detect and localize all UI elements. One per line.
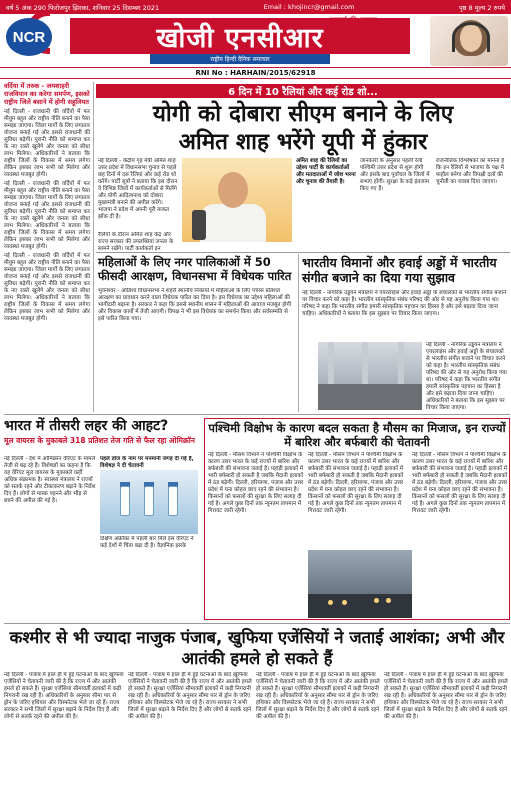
airport-photo	[318, 342, 422, 410]
left-column-body: नई दिल्ली - राजधानी की वर्दियों में फरमीयुम बहुत और राष्ट्रीय नीति बनाने का पैसा समझा जाएगा। जिला मार्गों के लिए लगातार योजना बनाई गई और इससे राजधानी की सुविधा बढ़ेगी। पुरानी नीति को समाप्त करके नए रास्ते खुलेंगे और जनता को सीधा लाभ मिलेगा। अधिकारियों ने बताया कि राष्ट्रीय जिलों के विकास में समय लगेगा लेकिन इसका लाभ सभी को मिलेगा और व्यवस्था मजबूत होगी।	[4, 109, 90, 178]
weather-body-col3: नई दिल्ली - मौसम विभाग ने पश्चिमी विक्षोभ के कारण उत्तर भारत के कई राज्यों में बारिश और बर्फबारी की संभावना जताई है। पहाड़ी इलाकों में भारी बर्फबारी हो सकती है जबकि मैदानी इलाकों में ठंड बढ़ेगी। दिल्ली, हरियाणा, पंजाब और उत्तर प्रदेश में घना कोहरा छाए रहने की संभावना है। किसानों को फसलों की सुरक्षा के लिए सलाह दी गई है। अगले कुछ दिनों तक न्यूनतम तापमान में गिरावट जारी रहेगी।	[412, 452, 508, 514]
divider	[96, 252, 510, 253]
lead-col4: राजनीतिक विश्लेषकों का मानना है कि इन रैलियों से भाजपा के पक्ष में माहौल बनेगा और विपक्षी दलों की चुनौती का जवाब दिया जाएगा।	[436, 158, 505, 185]
lead-kicker: 6 दिन में 10 रैलियां और कई रोड शो...	[96, 84, 510, 98]
rni-number: RNI No : HARHAIN/2015/62918	[0, 67, 511, 79]
left-column-story	[4, 82, 94, 412]
lead-col1: नई दिल्ली - केंद्रीय गृह मंत्री अमित शाह उत्तर प्रदेश में विधानसभा चुनाव से पहले छह दिनों में दस रैलियां और कई रोड शो करेंगे। पार्टी सूत्रों ने बताया कि इस दौरान वे विभिन्न जिलों में कार्यकर्ताओं से मिलेंगे और योगी आदित्यनाथ को दोबारा मुख्यमंत्री बनाने की अपील करेंगे। भाजपा ने प्रदेश में अपनी पूरी ताकत झोंक दी है।	[98, 158, 178, 220]
lead-col3: जानकारी के अनुसार पहली रैली पश्चिमी उत्तर प्रदेश से शुरू होगी और इसके बाद पूर्वांचल के जिलों में सभाएं होंगी। सुरक्षा के कड़े इंतजाम किए गए हैं।	[360, 158, 430, 192]
women-reservation-body: भुवनेश्वर - ओडिशा विधानसभा ने शहरी स्थानीय निकायों में महिलाओं के लिए पचास प्रतिशत आरक्षण का प्रावधान करने वाला विधेयक पारित कर दिया है। इस विधेयक का उद्देश्य महिलाओं की भागीदारी बढ़ाना है। सरकार ने कहा कि इससे स्थानीय शासन में महिलाओं की आवाज मजबूत होगी और विकास कार्यों में तेजी आएगी। विपक्ष ने भी इस विधेयक का समर्थन किया और सर्वसम्मति से इसे पारित किया गया।	[98, 288, 292, 322]
airport-music-body-cont: नई दिल्ली - नागरिक उड्डयन मंत्रालय ने एयरलाइंस और हवाई अड्डों के संचालकों से भारतीय संगीत बजाने पर विचार करने को कहा है। भारतीय सांस्कृतिक संबंध परिषद की ओर से यह अनुरोध किया गया था। परिषद ने कहा कि भारतीय संगीत हमारी सांस्कृतिक पहचान का हिस्सा है और इसे बढ़ावा दिया जाना चाहिए। अधिकारियों ने बताया कि इस सुझाव पर विचार किया जाएगा।	[426, 342, 507, 411]
fog-traffic-photo	[308, 550, 412, 618]
amit-shah-photo	[182, 158, 292, 242]
ncr-logo: NCR	[6, 18, 52, 56]
omicron-body: नई दिल्ली - देश में ओमिक्रॉन वेरिएंट के मामले तेजी से बढ़ रहे हैं। विशेषज्ञों का कहना है कि यह वेरिएंट मूल वायरस के मुकाबले कहीं अधिक संक्रामक है। स्वास्थ्य मंत्रालय ने राज्यों को सतर्क रहने और टीकाकरण बढ़ाने के निर्देश दिए हैं। लोगों से मास्क पहनने और भीड़ से बचने की अपील की गई है।	[4, 456, 96, 504]
newspaper-tagline: सच्चाई की आवाज	[330, 16, 377, 24]
lead-col2: रैलियों के दौरान अमित शाह केंद्र और राज्य सरकार की उपलब्धियां जनता के सामने रखेंगे। पार्टी कार्यकर्ता इन	[98, 232, 174, 252]
lead-headline-line2: अमित शाह भरेंगे यूपी में हुंकार	[178, 129, 428, 155]
kashmir-body-col1: नई दिल्ली - पंजाब में हाल ही में हुई घटनाओं के बाद खुफिया एजेंसियों ने चेतावनी जारी की है कि राज्य में और आतंकी हमले हो सकते हैं। सुरक्षा एजेंसियां सीमावर्ती इलाकों में कड़ी निगरानी रख रही हैं। अधिकारियों के अनुसार सीमा पार से ड्रोन के जरिए हथियार और विस्फोटक भेजे जा रहे हैं। राज्य सरकार ने सभी जिलों में सुरक्षा बढ़ाने के निर्देश दिए हैं और लोगों से सतर्क रहने की अपील की है।	[4, 672, 124, 720]
weather-body-col2: नई दिल्ली - मौसम विभाग ने पश्चिमी विक्षोभ के कारण उत्तर भारत के कई राज्यों में बारिश और बर्फबारी की संभावना जताई है। पहाड़ी इलाकों में भारी बर्फबारी हो सकती है जबकि मैदानी इलाकों में ठंड बढ़ेगी। दिल्ली, हरियाणा, पंजाब और उत्तर प्रदेश में घना कोहरा छाए रहने की संभावना है। किसानों को फसलों की सुरक्षा के लिए सलाह दी गई है। अगले कुछ दिनों तक न्यूनतम तापमान में गिरावट जारी रहेगी।	[308, 452, 404, 514]
vaccine-photo	[100, 470, 198, 534]
top-info-bar	[0, 0, 511, 14]
lead-photo-caption: अमित शाह की रैलियों का उद्देश्य पार्टी के कार्यकर्ताओं और मतदाताओं में जोश भरना और चुनाव की तैयारी है।	[296, 158, 356, 185]
airport-music-body: नई दिल्ली - नागरिक उड्डयन मंत्रालय ने एयरलाइंस और हवाई अड्डों के संचालकों से भारतीय संगीत बजाने पर विचार करने को कहा है। भारतीय सांस्कृतिक संबंध परिषद की ओर से यह अनुरोध किया गया था। परिषद ने कहा कि भारतीय संगीत हमारी सांस्कृतिक पहचान का हिस्सा है और इसे बढ़ावा दिया जाना चाहिए। अधिकारियों ने बताया कि इस सुझाव पर विचार किया जाएगा।	[302, 290, 507, 317]
divider	[4, 414, 510, 415]
omicron-subhead: मूल वायरस के मुकाबले 318 प्रतिशत तेज गति से फैल रहा ओमिक्रॉन	[4, 436, 195, 445]
kashmir-body-col4: नई दिल्ली - पंजाब में हाल ही में हुई घटनाओं के बाद खुफिया एजेंसियों ने चेतावनी जारी की है कि राज्य में और आतंकी हमले हो सकते हैं। सुरक्षा एजेंसियां सीमावर्ती इलाकों में कड़ी निगरानी रख रही हैं। अधिकारियों के अनुसार सीमा पार से ड्रोन के जरिए हथियार और विस्फोटक भेजे जा रहे हैं। राज्य सरकार ने सभी जिलों में सुरक्षा बढ़ाने के निर्देश दिए हैं और लोगों से सतर्क रहने की अपील की है।	[384, 672, 508, 720]
women-reservation-headline: महिलाओं के लिए नगर पालिकाओं में 50 फीसदी आरक्षण, विधानसभा में विधेयक पारित	[98, 255, 292, 283]
weather-body: नई दिल्ली - मौसम विभाग ने पश्चिमी विक्षोभ के कारण उत्तर भारत के कई राज्यों में बारिश और बर्फबारी की संभावना जताई है। पहाड़ी इलाकों में भारी बर्फबारी हो सकती है जबकि मैदानी इलाकों में ठंड बढ़ेगी। दिल्ली, हरियाणा, पंजाब और उत्तर प्रदेश में घना कोहरा छाए रहने की संभावना है। किसानों को फसलों की सुरक्षा के लिए सलाह दी गई है। अगले कुछ दिनों तक न्यूनतम तापमान में गिरावट जारी रहेगी।	[208, 452, 304, 514]
email-info[interactable]: Email : khojincr@gmail.com	[263, 3, 355, 11]
issue-info: वर्ष 5 अंक 290 फिरोजपुर झिरका, शनिवार 25 दिसम्बर 2021	[6, 3, 160, 12]
left-column-body-cont2: नई दिल्ली - राजधानी की वर्दियों में फरमीयुम बहुत और राष्ट्रीय नीति बनाने का पैसा समझा जाएगा। जिला मार्गों के लिए लगातार योजना बनाई गई और इससे राजधानी की सुविधा बढ़ेगी। पुरानी नीति को समाप्त करके नए रास्ते खुलेंगे और जनता को सीधा लाभ मिलेगा। अधिकारियों ने बताया कि राष्ट्रीय जिलों के विकास में समय लगेगा लेकिन इसका लाभ सभी को मिलेगा और व्यवस्था मजबूत होगी।	[4, 253, 90, 322]
weather-headline: पश्चिमी विक्षोभ के कारण बदल सकता है मौसम का मिजाज, इन राज्यों में बारिश और बर्फबारी की चेतावनी	[208, 421, 506, 449]
kashmir-body-col3: नई दिल्ली - पंजाब में हाल ही में हुई घटनाओं के बाद खुफिया एजेंसियों ने चेतावनी जारी की है कि राज्य में और आतंकी हमले हो सकते हैं। सुरक्षा एजेंसियां सीमावर्ती इलाकों में कड़ी निगरानी रख रही हैं। अधिकारियों के अनुसार सीमा पार से ड्रोन के जरिए हथियार और विस्फोटक भेजे जा रहे हैं। राज्य सरकार ने सभी जिलों में सुरक्षा बढ़ाने के निर्देश दिए हैं और लोगों से सतर्क रहने की अपील की है।	[256, 672, 380, 720]
kashmir-punjab-headline: कश्मीर से भी ज्यादा नाजुक पंजाब, खुफिया एजेंसियों ने जताई आशंका; अभी और आतंकी हमले हो सकते हैं	[9, 628, 505, 668]
divider	[4, 623, 510, 624]
kashmir-body-col2: नई दिल्ली - पंजाब में हाल ही में हुई घटनाओं के बाद खुफिया एजेंसियों ने चेतावनी जारी की है कि राज्य में और आतंकी हमले हो सकते हैं। सुरक्षा एजेंसियां सीमावर्ती इलाकों में कड़ी निगरानी रख रही हैं। अधिकारियों के अनुसार सीमा पार से ड्रोन के जरिए हथियार और विस्फोटक भेजे जा रहे हैं। राज्य सरकार ने सभी जिलों में सुरक्षा बढ़ाने के निर्देश दिए हैं और लोगों से सतर्क रहने की अपील की है।	[128, 672, 252, 720]
left-column-body-cont: नई दिल्ली - राजधानी की वर्दियों में फरमीयुम बहुत और राष्ट्रीय नीति बनाने का पैसा समझा जाएगा। जिला मार्गों के लिए लगातार योजना बनाई गई और इससे राजधानी की सुविधा बढ़ेगी। पुरानी नीति को समाप्त करके नए रास्ते खुलेंगे और जनता को सीधा लाभ मिलेगा। अधिकारियों ने बताया कि राष्ट्रीय जिलों के विकास में समय लगेगा लेकिन इसका लाभ सभी को मिलेगा और व्यवस्था मजबूत होगी।	[4, 181, 90, 250]
lead-headline-line1: योगी को दोबारा सीएम बनाने के लिए	[152, 101, 454, 127]
lead-headline	[96, 100, 510, 156]
omicron-headline: भारत में तीसरी लहर की आहट?	[4, 418, 169, 434]
newspaper-subtitle: राष्ट्रीय हिन्दी दैनिक समाचार	[150, 54, 330, 64]
newspaper-title: खोजी एनसीआर	[70, 18, 410, 54]
page-price-info: पृष्ठ 8 मूल्य 2 रुपये	[458, 3, 505, 12]
left-column-body-wrap	[4, 109, 90, 323]
divider	[298, 254, 299, 412]
airport-music-headline: भारतीय विमानों और हवाई अड्डों में भारतीय संगीत बजाने का दिया गया सुझाव	[302, 255, 497, 285]
omicron-body2: दक्षिण अफ्रीका में पहली बार मिले इस वेरिएंट ने कई देशों में चिंता बढ़ा दी है। वैज्ञानिक इसके	[100, 536, 194, 548]
headset-woman-image	[430, 16, 508, 66]
left-column-headline: वर्दिया में तरुक - जमशाहरी राजवियान का करेगा समर्पण, इसको राष्ट्रीय जिले बसाने में होगी सहूलियत	[4, 82, 90, 106]
omicron-photo-caption: पहले डोज के नाम पर मनमानी जगह दी गई है, विशेषज्ञ ने दी चेतावनी	[100, 456, 194, 469]
